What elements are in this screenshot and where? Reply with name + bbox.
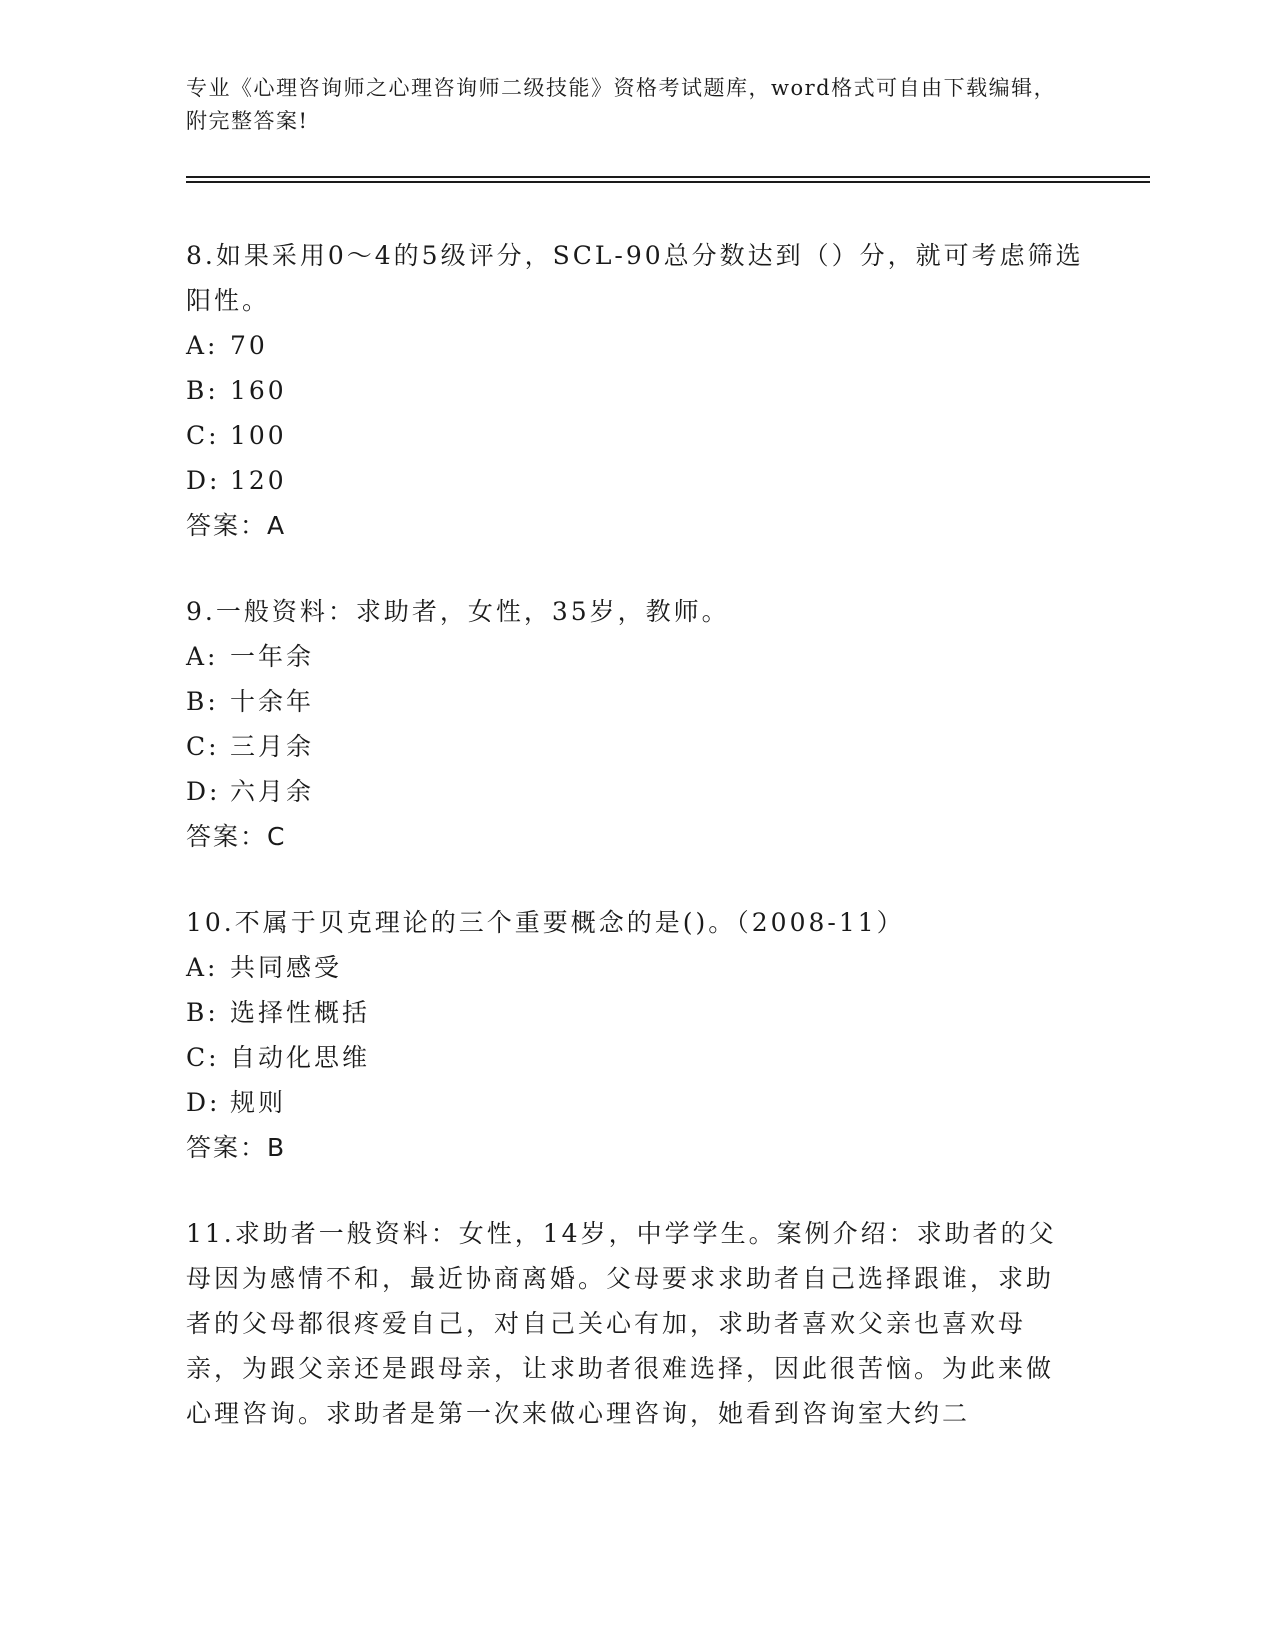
option-key: A: xyxy=(186,331,219,360)
option-a xyxy=(186,323,1086,368)
case-text: 11.求助者一般资料：女性，14岁，中学学生。案例介绍：求助者的父母因为感情不和，最近协商离婚。父母要求求助者自己选择跟谁，求助者的父母都很疼爱自己，对自己关心有加，求助者喜欢父亲也喜欢母亲，为跟父亲还是跟母亲，让求助者很难选择，因此很苦恼。为此来做心理咨询。求助者是第一次来做心理咨询，她看到咨询室大约二 xyxy=(186,1219,1057,1428)
option-value: 三月余 xyxy=(230,732,315,761)
option-d xyxy=(186,1080,1086,1125)
option-d xyxy=(186,769,1086,814)
answer-line: 答案：A xyxy=(186,511,287,540)
option-list xyxy=(186,945,1086,1125)
option-c xyxy=(186,413,1086,458)
question-10 xyxy=(186,900,1086,1170)
option-c xyxy=(186,1035,1086,1080)
option-value: 一年余 xyxy=(230,642,315,671)
option-list xyxy=(186,323,1086,503)
header-note: 专业《心理咨询师之心理咨询师二级技能》资格考试题库，word格式可自由下载编辑，附完整答案! xyxy=(186,76,1057,133)
option-value: 共同感受 xyxy=(230,953,343,982)
option-b xyxy=(186,990,1086,1035)
option-key: D: xyxy=(186,466,221,495)
option-list xyxy=(186,634,1086,814)
question-list xyxy=(186,233,1086,1477)
answer-line: 答案：B xyxy=(186,1133,287,1162)
option-key: A: xyxy=(186,642,219,671)
option-key: B: xyxy=(186,998,219,1027)
option-key: C: xyxy=(186,421,220,450)
question-11 xyxy=(186,1211,1086,1436)
option-value: 规则 xyxy=(230,1088,287,1117)
option-value: 六月余 xyxy=(230,777,315,806)
option-value: 100 xyxy=(230,421,287,450)
option-d xyxy=(186,458,1086,503)
option-key: C: xyxy=(186,1043,220,1072)
answer-line: 答案：C xyxy=(186,822,287,851)
option-value: 120 xyxy=(230,466,287,495)
option-key: D: xyxy=(186,1088,221,1117)
question-9 xyxy=(186,589,1086,859)
question-8 xyxy=(186,233,1086,548)
question-text: 9.一般资料：求助者，女性，35岁，教师。 xyxy=(186,597,730,626)
option-b xyxy=(186,368,1086,413)
option-a xyxy=(186,634,1086,679)
header-rule-top xyxy=(186,176,1150,178)
option-key: A: xyxy=(186,953,219,982)
option-b xyxy=(186,679,1086,724)
option-key: B: xyxy=(186,687,219,716)
option-a xyxy=(186,945,1086,990)
option-key: B: xyxy=(186,376,219,405)
question-text: 10.不属于贝克理论的三个重要概念的是()。（2008-11） xyxy=(186,908,905,937)
question-text: 8.如果采用0～4的5级评分，SCL-90总分数达到（）分，就可考虑筛选阳性。 xyxy=(186,241,1084,315)
option-value: 160 xyxy=(230,376,287,405)
option-value: 选择性概括 xyxy=(230,998,371,1027)
option-key: C: xyxy=(186,732,220,761)
option-key: D: xyxy=(186,777,221,806)
option-c xyxy=(186,724,1086,769)
option-value: 70 xyxy=(230,331,268,360)
option-value: 自动化思维 xyxy=(230,1043,371,1072)
header-rule-bottom xyxy=(186,181,1150,183)
option-value: 十余年 xyxy=(230,687,315,716)
